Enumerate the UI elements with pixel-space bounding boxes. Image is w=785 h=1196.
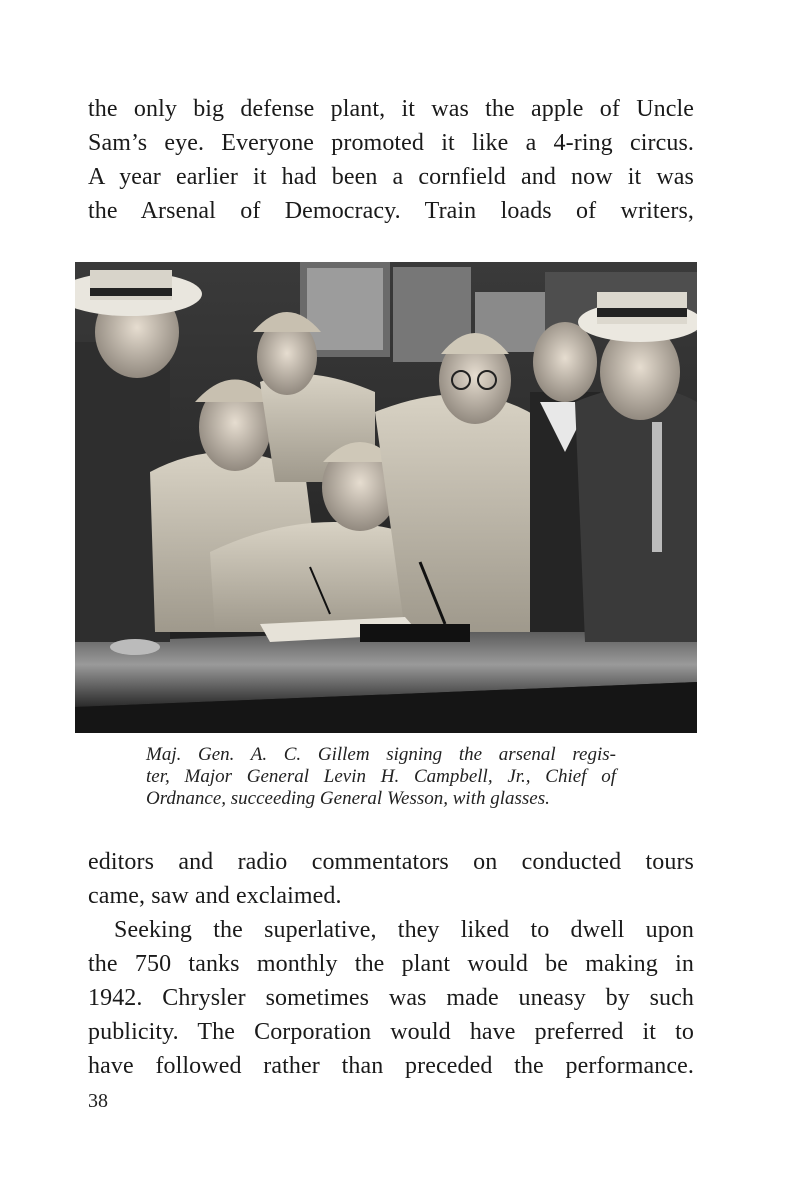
body-text-line: A year earlier it had been a cornfield and now it was: [88, 164, 694, 190]
body-text-line: 1942. Chrysler sometimes was made uneasy by such: [88, 985, 694, 1011]
photo-caption-line: Ordnance, succeeding General Wesson, with glasses.: [146, 788, 550, 809]
body-text-line: have followed rather than preceded the performance.: [88, 1053, 694, 1079]
photograph: [75, 262, 697, 733]
body-text-line: Seeking the superlative, they liked to dwell upon: [114, 917, 694, 943]
body-text-line: the only big defense plant, it was the apple of Uncle: [88, 96, 694, 122]
body-text-line: the 750 tanks monthly the plant would be making in: [88, 951, 694, 977]
body-text-line: Sam’s eye. Everyone promoted it like a 4-ring circus.: [88, 130, 694, 156]
body-text-line: editors and radio commentators on conducted tours: [88, 849, 694, 875]
body-text-line: came, saw and exclaimed.: [88, 883, 342, 909]
page-number: 38: [88, 1090, 108, 1112]
photo-caption-line: Maj. Gen. A. C. Gillem signing the arsenal regis-: [146, 744, 616, 765]
body-text-line: the Arsenal of Democracy. Train loads of writers,: [88, 198, 694, 224]
body-text-line: publicity. The Corporation would have preferred it to: [88, 1019, 694, 1045]
photograph-icon: [75, 262, 697, 733]
photo-caption-line: ter, Major General Levin H. Campbell, Jr., Chief of: [146, 766, 616, 787]
